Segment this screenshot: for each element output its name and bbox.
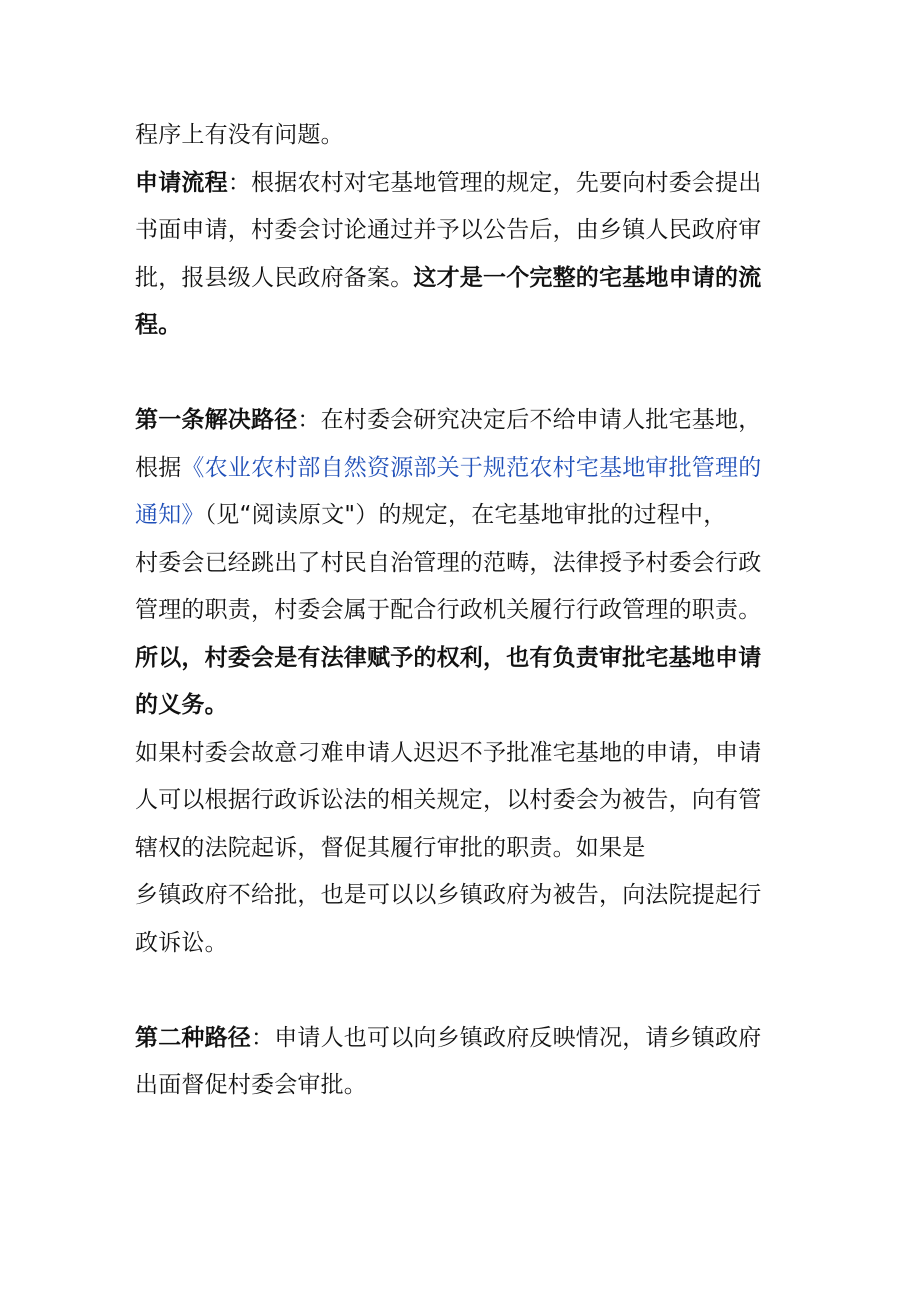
text-line <box>135 445 810 493</box>
bold-text: 这才是一个完整的宅基地申请的流 <box>413 264 762 291</box>
text-line <box>135 397 810 445</box>
text-line: 程。 <box>135 312 182 338</box>
bold-text-line: 的义务。 <box>135 692 228 718</box>
text-line <box>135 492 810 540</box>
paragraph-gap <box>135 967 810 1015</box>
paragraph-gap <box>135 350 810 398</box>
text-line: 村委会已经跳出了村民自治管理的范畴，法律授予村委会行政 <box>135 549 762 576</box>
section-heading: 第二种路径 <box>135 1024 251 1051</box>
policy-link-continued[interactable]: 通知》 <box>135 502 205 528</box>
section-heading: 第一条解决路径 <box>135 407 298 433</box>
text-span: 根据 <box>135 454 182 481</box>
text-line: 如果村委会故意刁难申请人迟迟不予批准宅基地的申请，申请 <box>135 739 762 766</box>
text-line <box>135 255 810 303</box>
text-span: 批，报县级人民政府备案。 <box>135 264 414 291</box>
text-span: ：在村委会研究决定后不给申请人批宅基地， <box>297 407 762 433</box>
text-line: 程序上有没有问题。 <box>135 122 344 148</box>
text-line: 管理的职责，村委会属于配合行政机关履行行政管理的职责。 <box>135 597 762 623</box>
text-line: 人可以根据行政诉讼法的相关规定，以村委会为被告，向有管 <box>135 787 762 813</box>
text-span: （见“阅读原文"）的规定，在宅基地审批的过程中， <box>204 502 727 528</box>
text-line: 乡镇政府不给批，也是可以以乡镇政府为被告，向法院提起行 <box>135 882 762 908</box>
section-heading: 申请流程 <box>135 169 228 196</box>
policy-link[interactable]: 《农业农村部自然资源部关于规范农村宅基地审批管理的 <box>181 454 762 481</box>
text-span: ：根据农村对宅基地管理的规定，先要向村委会提出 <box>227 169 762 196</box>
text-line: 辖权的法院起诉，督促其履行审批的职责。如果是 <box>135 834 646 861</box>
document-body <box>135 112 810 1110</box>
text-line: 政诉讼。 <box>135 929 228 956</box>
text-line <box>135 160 810 208</box>
text-span: ：申请人也可以向乡镇政府反映情况，请乡镇政府 <box>251 1024 762 1051</box>
text-line <box>135 1015 810 1063</box>
bold-text-line: 所以，村委会是有法律赋予的权利，也有负责审批宅基地申请 <box>135 644 762 671</box>
text-line: 出面督促村委会审批。 <box>135 1072 367 1098</box>
text-line: 书面申请，村委会讨论通过并予以公告后，由乡镇人民政府审 <box>135 217 762 243</box>
